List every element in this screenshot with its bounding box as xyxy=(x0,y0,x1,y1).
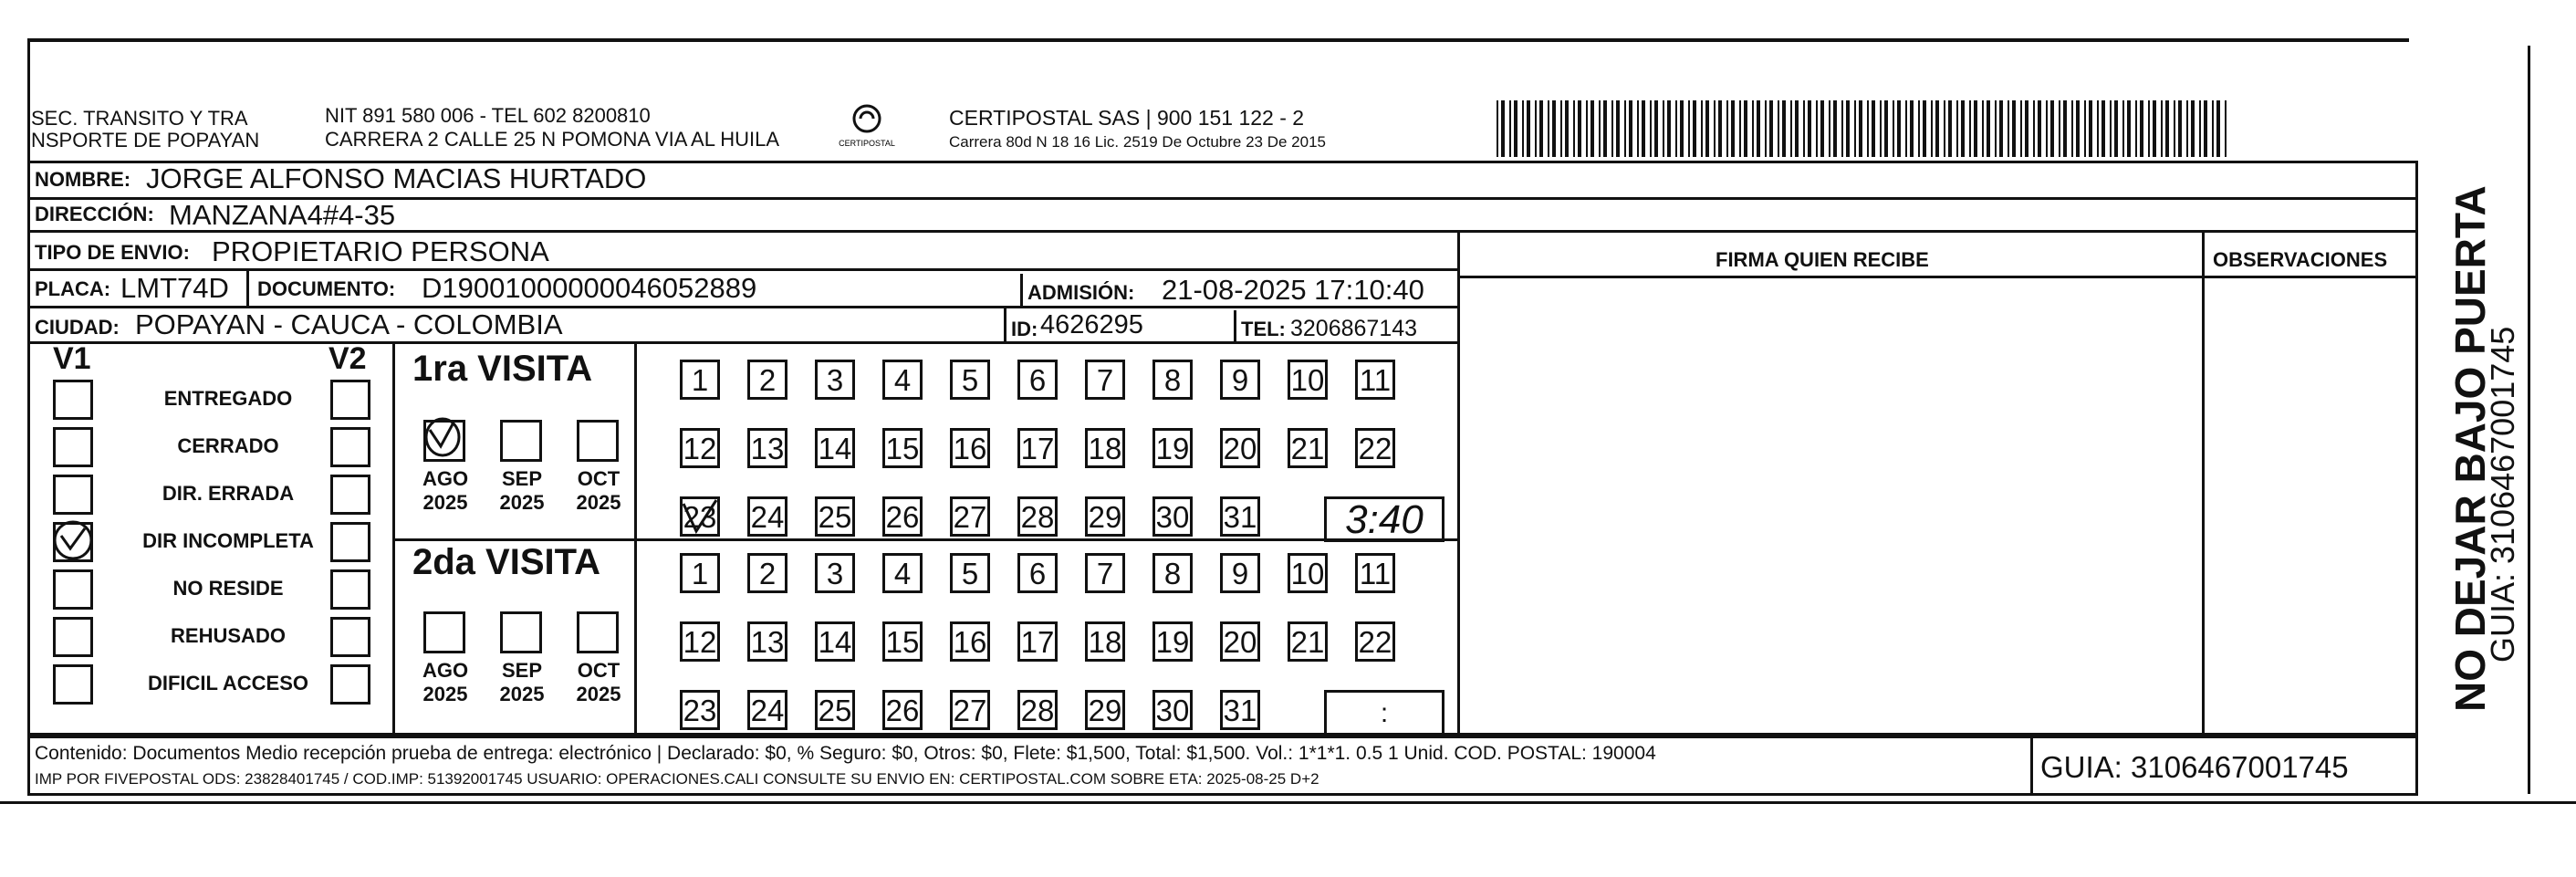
visit1-day-box[interactable]: 24 xyxy=(747,496,787,537)
admision-value: 21-08-2025 17:10:40 xyxy=(1162,274,1424,306)
visit1-day-box[interactable]: 19 xyxy=(1152,428,1193,468)
guia-divider xyxy=(2030,736,2033,796)
v2-checkbox[interactable] xyxy=(330,522,370,562)
sender-nit: NIT 891 580 006 - TEL 602 8200810 xyxy=(325,104,651,127)
visit2-month-checkbox[interactable] xyxy=(577,611,619,653)
company-address: Carrera 80d N 18 16 Lic. 2519 De Octubre 23 De 2015 xyxy=(949,133,1326,151)
footer-contenido: Contenido: Documentos Medio recepción prueba de entrega: electrónico | Declarado: $0, % Seguro: $0, Otros: $0, Flete: $1,500, Total: $1,500. Vol.: 1*1*1. 0.5 1 Unid. COD. POSTAL: 190004 xyxy=(35,743,1656,764)
placa-divider xyxy=(246,268,249,306)
right-border xyxy=(2528,46,2530,794)
visit2-title: 2da VISITA xyxy=(412,542,600,582)
visit2-day-box[interactable]: 5 xyxy=(950,553,990,593)
visit2-day-box[interactable]: 13 xyxy=(747,621,787,662)
visit2-day-box[interactable]: 25 xyxy=(815,690,855,730)
visit2-time-box[interactable]: : xyxy=(1324,690,1444,736)
visit2-day-box[interactable]: 23 xyxy=(680,690,720,730)
v1-checkbox[interactable] xyxy=(53,380,93,420)
admision-divider xyxy=(1020,274,1023,306)
visit2-month-label: OCT xyxy=(577,659,621,682)
visit2-day-box[interactable]: 9 xyxy=(1220,553,1260,593)
visit2-day-box[interactable]: 17 xyxy=(1017,621,1058,662)
visit1-day-box[interactable]: 30 xyxy=(1152,496,1193,537)
visit2-day-box[interactable]: 6 xyxy=(1017,553,1058,593)
v1-checkbox[interactable] xyxy=(53,617,93,657)
visit2-day-box[interactable]: 22 xyxy=(1355,621,1395,662)
visit1-year-label: 2025 xyxy=(576,491,621,514)
visit2-year-label: 2025 xyxy=(576,683,621,705)
v1-checkbox[interactable] xyxy=(53,664,93,705)
visit2-month-checkbox[interactable] xyxy=(500,611,542,653)
v1-checkbox[interactable] xyxy=(53,569,93,610)
row-divider xyxy=(27,341,1460,344)
visit1-day-box[interactable]: 17 xyxy=(1017,428,1058,468)
v1-checkbox[interactable] xyxy=(53,522,93,562)
visit1-day-box[interactable]: 12 xyxy=(680,428,720,468)
id-label: ID: xyxy=(1011,318,1038,340)
visit2-day-box[interactable]: 2 xyxy=(747,553,787,593)
direccion-value: MANZANA4#4-35 xyxy=(169,199,396,231)
visit2-day-box[interactable]: 27 xyxy=(950,690,990,730)
tipo-label: TIPO DE ENVIO: xyxy=(35,241,190,264)
id-divider xyxy=(1004,306,1006,341)
footer-imp: IMP POR FIVEPOSTAL ODS: 23828401745 / COD.IMP: 51392001745 USUARIO: OPERACIONES.CALI CONSULTE SU ENVIO EN: CERTIPOSTAL.COM SOBRE ETA: 2025-08-25 D+2 xyxy=(35,770,1319,788)
v1-label: V1 xyxy=(53,341,91,376)
documento-value: D19001000000046052889 xyxy=(422,272,757,304)
status-option-label: DIR INCOMPLETA xyxy=(142,529,314,552)
visit2-month-label: AGO xyxy=(422,659,469,682)
sender-address: CARRERA 2 CALLE 25 N POMONA VIA AL HUILA xyxy=(325,128,780,151)
visit2-day-box[interactable]: 3 xyxy=(815,553,855,593)
v1-checkbox[interactable] xyxy=(53,427,93,467)
visit1-month-checkbox[interactable] xyxy=(500,420,542,462)
visit1-day-box[interactable]: 28 xyxy=(1017,496,1058,537)
visit2-year-label: 2025 xyxy=(422,683,468,705)
visit2-day-box[interactable]: 29 xyxy=(1085,690,1125,730)
logo-text: CERTIPOSTAL xyxy=(839,139,895,148)
visit1-day-box[interactable]: 18 xyxy=(1085,428,1125,468)
visit1-month-label: SEP xyxy=(501,467,543,490)
visit1-day-box[interactable]: 25 xyxy=(815,496,855,537)
side-guia-text: GUIA: 3106467001745 xyxy=(2484,326,2521,663)
visit1-day-box[interactable]: 31 xyxy=(1220,496,1260,537)
visit2-month-label: SEP xyxy=(501,659,543,682)
visit2-day-box[interactable]: 26 xyxy=(882,690,923,730)
v1-checkbox[interactable] xyxy=(53,475,93,515)
visit1-day-box[interactable]: 21 xyxy=(1288,428,1328,468)
visit1-day-box[interactable]: 26 xyxy=(882,496,923,537)
status-option-label: REHUSADO xyxy=(171,624,286,647)
visit1-time-box[interactable]: 3:40 xyxy=(1324,496,1444,542)
visit2-day-box[interactable]: 7 xyxy=(1085,553,1125,593)
visit2-day-box[interactable]: 31 xyxy=(1220,690,1260,730)
visit2-day-box[interactable]: 10 xyxy=(1288,553,1328,593)
visit2-day-box[interactable]: 1 xyxy=(680,553,720,593)
visit1-day-box[interactable]: 22 xyxy=(1355,428,1395,468)
placa-label: PLACA: xyxy=(35,277,111,300)
tel-divider xyxy=(1234,310,1236,341)
visit2-day-box[interactable]: 15 xyxy=(882,621,923,662)
visit2-day-box[interactable]: 11 xyxy=(1355,553,1395,593)
visit1-day-box[interactable]: 1 xyxy=(680,360,720,400)
status-option-label: ENTREGADO xyxy=(163,387,293,410)
documento-label: DOCUMENTO: xyxy=(257,277,396,300)
visit2-day-box[interactable]: 8 xyxy=(1152,553,1193,593)
sender-name: SEC. TRANSITO Y TRA NSPORTE DE POPAYAN xyxy=(31,107,260,151)
top-border xyxy=(27,38,2409,42)
visit1-day-box[interactable]: 8 xyxy=(1152,360,1193,400)
visit2-day-box[interactable]: 19 xyxy=(1152,621,1193,662)
receipt-header-divider xyxy=(1457,276,2418,278)
firma-label: FIRMA QUIEN RECIBE xyxy=(1716,248,1929,271)
visit1-year-label: 2025 xyxy=(422,491,468,514)
tel-value: 3206867143 xyxy=(1290,316,1418,341)
ciudad-value: POPAYAN - CAUCA - COLOMBIA xyxy=(135,308,563,340)
v2-checkbox[interactable] xyxy=(330,380,370,420)
visit1-day-box[interactable]: 6 xyxy=(1017,360,1058,400)
tipo-value: PROPIETARIO PERSONA xyxy=(212,235,549,267)
v2-checkbox[interactable] xyxy=(330,617,370,657)
visit1-day-box[interactable]: 11 xyxy=(1355,360,1395,400)
visit1-day-box[interactable]: 14 xyxy=(815,428,855,468)
barcode xyxy=(1497,100,2236,157)
footer-guia: GUIA: 3106467001745 xyxy=(2040,750,2349,784)
visit1-month-checkbox[interactable] xyxy=(577,420,619,462)
v2-checkbox[interactable] xyxy=(330,475,370,515)
visit1-day-box[interactable]: 27 xyxy=(950,496,990,537)
status-option-label: DIFICIL ACCESO xyxy=(147,672,308,694)
visit2-day-box[interactable]: 12 xyxy=(680,621,720,662)
ciudad-label: CIUDAD: xyxy=(35,316,120,339)
id-value: 4626295 xyxy=(1040,310,1143,339)
nombre-label: NOMBRE: xyxy=(35,168,131,191)
visit1-month-label: OCT xyxy=(577,467,621,490)
observaciones-divider xyxy=(2202,230,2205,736)
company-name: CERTIPOSTAL SAS | 900 151 122 - 2 xyxy=(949,106,1305,130)
visit1-day-box[interactable]: 2 xyxy=(747,360,787,400)
visit2-day-box[interactable]: 18 xyxy=(1085,621,1125,662)
tel-label: TEL: xyxy=(1241,318,1286,340)
visit2-day-box[interactable]: 28 xyxy=(1017,690,1058,730)
bottom-border xyxy=(0,801,2576,804)
visit1-day-box[interactable]: 7 xyxy=(1085,360,1125,400)
visit2-day-box[interactable]: 21 xyxy=(1288,621,1328,662)
visit1-day-box[interactable]: 23 xyxy=(680,496,720,537)
visit1-day-box[interactable]: 10 xyxy=(1288,360,1328,400)
visit1-day-box[interactable]: 29 xyxy=(1085,496,1125,537)
observaciones-label: OBSERVACIONES xyxy=(2213,248,2388,271)
nombre-value: JORGE ALFONSO MACIAS HURTADO xyxy=(146,162,647,194)
visit2-day-box[interactable]: 16 xyxy=(950,621,990,662)
visit2-month-checkbox[interactable] xyxy=(423,611,465,653)
visit2-day-box[interactable]: 14 xyxy=(815,621,855,662)
visit1-day-box[interactable]: 4 xyxy=(882,360,923,400)
v2-checkbox[interactable] xyxy=(330,664,370,705)
visit1-day-box[interactable]: 3 xyxy=(815,360,855,400)
status-option-label: NO RESIDE xyxy=(172,577,284,600)
visit2-day-box[interactable]: 20 xyxy=(1220,621,1260,662)
visit1-month-checkbox[interactable] xyxy=(423,420,465,462)
visit2-day-box[interactable]: 24 xyxy=(747,690,787,730)
row-divider xyxy=(27,268,1460,271)
v2-checkbox[interactable] xyxy=(330,427,370,467)
status-option-label: DIR. ERRADA xyxy=(162,482,295,505)
admision-label: ADMISIÓN: xyxy=(1027,281,1135,304)
placa-value: LMT74D xyxy=(120,272,229,304)
visit1-day-box[interactable]: 15 xyxy=(882,428,923,468)
v2-checkbox[interactable] xyxy=(330,569,370,610)
visit1-day-box[interactable]: 13 xyxy=(747,428,787,468)
status-option-label: CERRADO xyxy=(177,434,279,457)
visit2-year-label: 2025 xyxy=(499,683,545,705)
visit1-day-box[interactable]: 20 xyxy=(1220,428,1260,468)
visit-row-divider xyxy=(392,538,1460,541)
visit1-day-box[interactable]: 9 xyxy=(1220,360,1260,400)
visit1-day-box[interactable]: 16 xyxy=(950,428,990,468)
visit1-month-label: AGO xyxy=(422,467,469,490)
no-dejar-text: NO DEJAR BAJO PUERTA xyxy=(2446,185,2494,712)
visit2-day-box[interactable]: 30 xyxy=(1152,690,1193,730)
certipostal-logo-icon xyxy=(835,99,899,150)
visit2-day-box[interactable]: 4 xyxy=(882,553,923,593)
visit1-year-label: 2025 xyxy=(499,491,545,514)
direccion-label: DIRECCIÓN: xyxy=(35,203,154,225)
visit1-day-box[interactable]: 5 xyxy=(950,360,990,400)
visit1-title: 1ra VISITA xyxy=(412,349,593,389)
v2-label: V2 xyxy=(329,341,367,376)
